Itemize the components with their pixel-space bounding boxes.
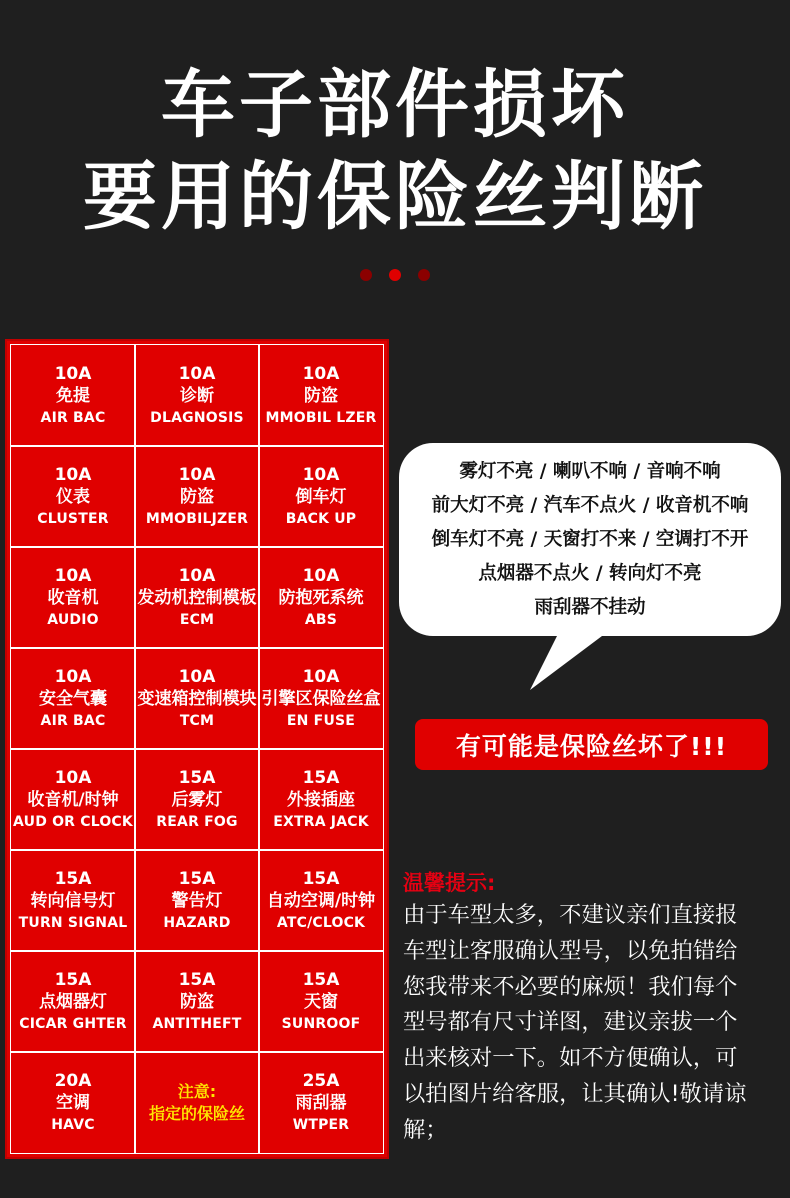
dot-right [418, 269, 430, 281]
fuse-amperage: 10A [54, 667, 92, 687]
fuse-amperage: 15A [302, 970, 340, 990]
fuse-name-cn: 天窗 [304, 992, 338, 1012]
fuse-amperage: 10A [302, 667, 340, 687]
fuse-amperage: 15A [54, 970, 92, 990]
fuse-cell [10, 748, 136, 851]
fuse-name-cn: 自动空调/时钟 [266, 891, 376, 911]
fuse-name-cn: 点烟器灯 [39, 992, 107, 1012]
fuse-name-en: BACK UP [285, 511, 357, 527]
fuse-name-en: TCM [179, 713, 215, 729]
fuse-amperage: 15A [178, 970, 216, 990]
fuse-name-cn: 外接插座 [287, 790, 355, 810]
page-title-line2: 要用的保险丝判断 [83, 154, 707, 240]
fuse-amperage: 10A [178, 465, 216, 485]
fuse-cell [258, 748, 384, 851]
decorative-dots [0, 266, 790, 285]
fuse-cell [134, 344, 260, 447]
fuse-cell [134, 950, 260, 1053]
symptom-line: 雨刮器不挂动 [534, 596, 646, 618]
fuse-name-en: CLUSTER [37, 511, 109, 527]
fuse-amperage: 15A [178, 768, 216, 788]
dot-left [360, 269, 372, 281]
fuse-amperage: 10A [302, 566, 340, 586]
fuse-cell [258, 445, 384, 548]
fuse-amperage: 10A [54, 364, 92, 384]
fuse-amperage: 10A [54, 465, 92, 485]
fuse-note-text: 指定的保险丝 [148, 1103, 245, 1123]
fuse-name-cn: 倒车灯 [295, 487, 347, 507]
fuse-name-en: ECM [179, 612, 215, 628]
fuse-amperage: 10A [54, 566, 92, 586]
fuse-cell [10, 546, 136, 649]
fuse-cell [10, 1051, 136, 1154]
fuse-name-en: AUDIO [47, 612, 99, 628]
fuse-amperage: 15A [302, 768, 340, 788]
fuse-name-cn: 雨刮器 [295, 1093, 347, 1113]
fuse-cell [134, 748, 260, 851]
fuse-cell [10, 647, 136, 750]
fuse-cell [258, 950, 384, 1053]
fuse-name-cn: 防盗 [180, 487, 214, 507]
fuse-cell [10, 849, 136, 952]
fuse-note-label: 注意: [177, 1081, 217, 1101]
fuse-name-cn: 收音机 [47, 588, 99, 608]
fuse-name-en: REAR FOG [156, 814, 238, 830]
fuse-amperage: 15A [54, 869, 92, 889]
fuse-name-en: WTPER [292, 1117, 350, 1133]
fuse-cell [134, 1051, 260, 1154]
fuse-amperage: 10A [178, 566, 216, 586]
fuse-name-cn: 防盗 [180, 992, 214, 1012]
fuse-name-en: MMOBIL LZER [265, 410, 377, 426]
fuse-name-cn: 诊断 [180, 386, 214, 406]
tip-title: 温馨提示: [403, 871, 496, 895]
page-title-line1: 车子部件损坏 [161, 62, 629, 148]
fuse-name-cn: 空调 [56, 1093, 90, 1113]
fuse-amperage: 15A [178, 869, 216, 889]
tip-line: 型号都有尺寸详图，建议亲拔一个 [403, 1009, 738, 1036]
fuse-cell [10, 950, 136, 1053]
fuse-amperage: 15A [302, 869, 340, 889]
fuse-name-cn: 防抱死系统 [278, 588, 364, 608]
fuse-amperage: 10A [178, 667, 216, 687]
fuse-cell [258, 344, 384, 447]
warning-banner: 有可能是保险丝坏了!!! [415, 719, 768, 770]
fuse-name-en: HAZARD [163, 915, 231, 931]
tip-line: 您我带来不必要的麻烦！我们每个 [403, 973, 738, 1000]
symptom-line: 倒车灯不亮 / 天窗打不来 / 空调打不开 [431, 528, 749, 550]
fuse-name-en: EN FUSE [286, 713, 356, 729]
fuse-amperage: 10A [302, 364, 340, 384]
fuse-amperage: 25A [302, 1071, 340, 1091]
symptom-line: 前大灯不亮 / 汽车不点火 / 收音机不响 [431, 494, 749, 516]
tip-line: 解； [403, 1116, 448, 1143]
fuse-cell [258, 546, 384, 649]
fuse-name-cn: 变速箱控制模块 [137, 689, 257, 709]
tip-line: 出来核对一下。如不方便确认，可 [403, 1045, 738, 1072]
fuse-name-cn: 安全气囊 [39, 689, 107, 709]
symptom-line: 点烟器不点火 / 转向灯不亮 [478, 562, 702, 584]
fuse-name-en: ANTITHEFT [152, 1016, 242, 1032]
fuse-name-en: MMOBILJZER [145, 511, 249, 527]
fuse-name-en: CICAR GHTER [19, 1016, 127, 1032]
fuse-name-en: AUD OR CLOCK [13, 814, 133, 830]
fuse-cell [10, 344, 136, 447]
fuse-name-en: SUNROOF [281, 1016, 361, 1032]
fuse-name-en: ATC/CLOCK [276, 915, 366, 931]
fuse-name-cn: 防盗 [304, 386, 338, 406]
fuse-name-en: EXTRA JACK [273, 814, 369, 830]
fuse-table [5, 339, 389, 1159]
fuse-amperage: 10A [54, 768, 92, 788]
fuse-name-en: DLAGNOSIS [150, 410, 244, 426]
fuse-name-cn: 仪表 [56, 487, 90, 507]
fuse-amperage: 10A [302, 465, 340, 485]
fuse-cell [134, 546, 260, 649]
fuse-cell [10, 445, 136, 548]
fuse-name-cn: 收音机/时钟 [27, 790, 119, 810]
fuse-cell [134, 647, 260, 750]
tip-line: 车型让客服确认型号，以免拍错给 [403, 937, 738, 964]
fuse-name-cn: 免提 [56, 386, 90, 406]
fuse-amperage: 10A [178, 364, 216, 384]
symptom-line: 雾灯不亮 / 喇叭不响 / 音响不响 [459, 460, 721, 482]
symptom-speech-bubble [399, 443, 781, 636]
fuse-name-cn: 转向信号灯 [30, 891, 116, 911]
tip-line: 以拍图片给客服，让其确认!敬请谅 [403, 1080, 747, 1107]
fuse-cell [258, 647, 384, 750]
fuse-name-en: ABS [304, 612, 338, 628]
fuse-amperage: 20A [54, 1071, 92, 1091]
fuse-name-en: HAVC [51, 1117, 95, 1133]
dot-center [389, 269, 401, 281]
fuse-name-en: AIR BAC [40, 410, 106, 426]
fuse-cell [134, 445, 260, 548]
fuse-name-en: TURN SIGNAL [18, 915, 128, 931]
fuse-name-en: AIR BAC [40, 713, 106, 729]
tip-line: 由于车型太多，不建议亲们直接报 [403, 902, 738, 928]
fuse-cell [258, 1051, 384, 1154]
fuse-name-cn: 发动机控制模板 [137, 588, 257, 608]
fuse-name-cn: 警告灯 [171, 891, 223, 911]
fuse-name-cn: 后雾灯 [171, 790, 223, 810]
tip-body [403, 898, 781, 1149]
fuse-cell [134, 849, 260, 952]
fuse-cell [258, 849, 384, 952]
fuse-name-cn: 引擎区保险丝盒 [261, 689, 381, 709]
